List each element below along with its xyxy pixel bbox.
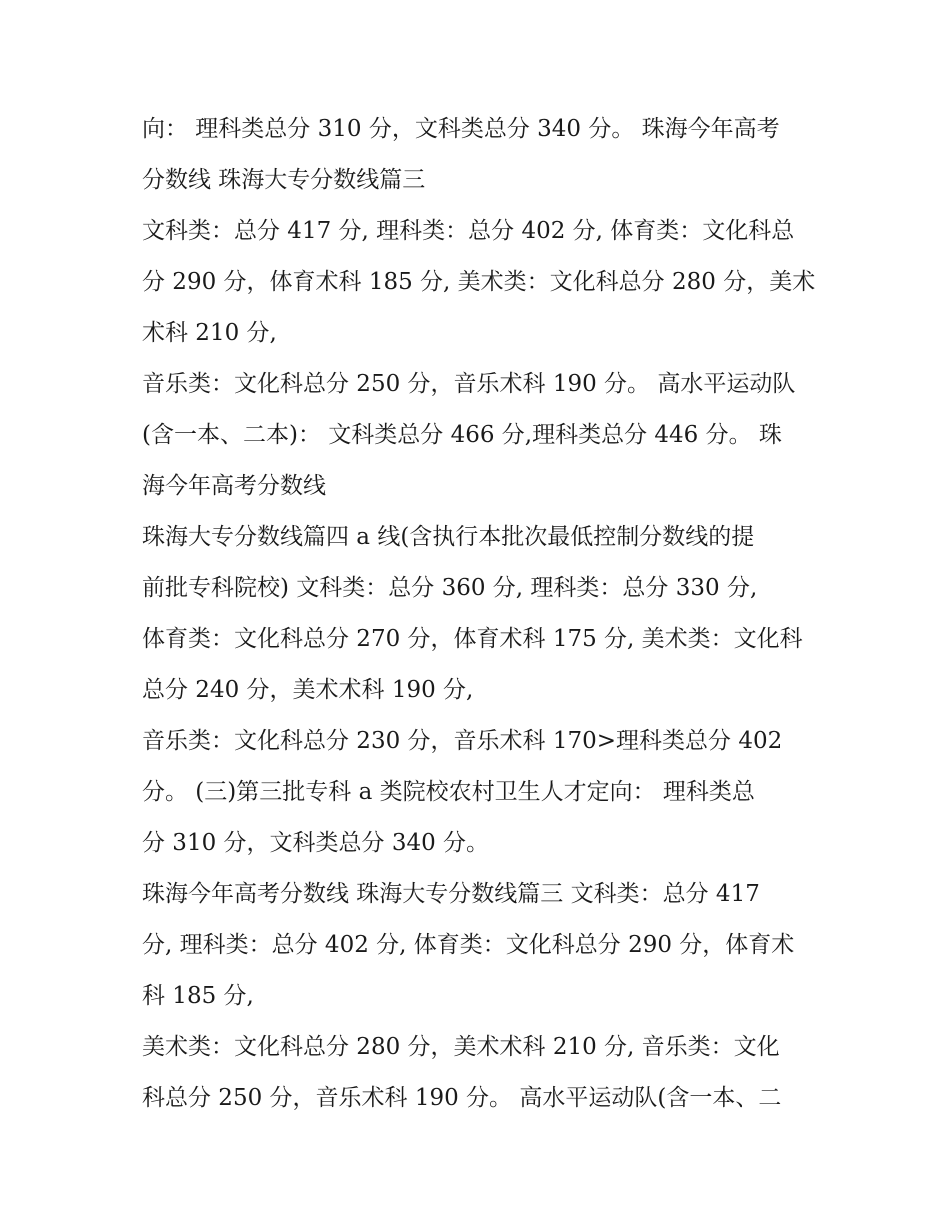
- text-line: 美术类：文化科总分 280 分，美术术科 210 分, 音乐类：文化: [142, 1034, 780, 1060]
- text-line: 分。 (三)第三批专科 a 类院校农村卫生人才定向： 理科类总: [142, 779, 755, 805]
- body-text: [142, 104, 822, 1124]
- text-line: 海今年高考分数线: [142, 473, 326, 499]
- text-line: 音乐类：文化科总分 230 分，音乐术科 170>理科类总分 402: [142, 728, 783, 754]
- text-line: 珠海大专分数线篇四 a 线(含执行本批次最低控制分数线的提: [142, 524, 755, 550]
- text-line: 文科类：总分 417 分, 理科类：总分 402 分, 体育类：文化科总: [142, 218, 795, 244]
- text-line: 分, 理科类：总分 402 分, 体育类：文化科总分 290 分，体育术: [142, 932, 795, 958]
- text-line: 前批专科院校) 文科类：总分 360 分, 理科类：总分 330 分,: [142, 575, 758, 601]
- text-line: 分 310 分，文科类总分 340 分。: [142, 830, 490, 856]
- text-line: 音乐类：文化科总分 250 分，音乐术科 190 分。 高水平运动队: [142, 371, 796, 397]
- text-line: 体育类：文化科总分 270 分，体育术科 175 分, 美术类：文化科: [142, 626, 803, 652]
- text-line: 珠海今年高考分数线 珠海大专分数线篇三 文科类：总分 417: [142, 881, 760, 907]
- text-line: 分数线 珠海大专分数线篇三: [142, 167, 426, 193]
- text-line: (含一本、二本)： 文科类总分 466 分,理科类总分 446 分。 珠: [142, 422, 782, 448]
- text-line: 术科 210 分,: [142, 320, 277, 346]
- text-line: 科总分 250 分，音乐术科 190 分。 高水平运动队(含一本、二: [142, 1085, 782, 1111]
- text-line: 向： 理科类总分 310 分，文科类总分 340 分。 珠海今年高考: [142, 116, 780, 142]
- text-line: 科 185 分,: [142, 983, 254, 1009]
- text-line: 总分 240 分，美术术科 190 分,: [142, 677, 474, 703]
- text-line: 分 290 分，体育术科 185 分, 美术类：文化科总分 280 分，美术: [142, 269, 816, 295]
